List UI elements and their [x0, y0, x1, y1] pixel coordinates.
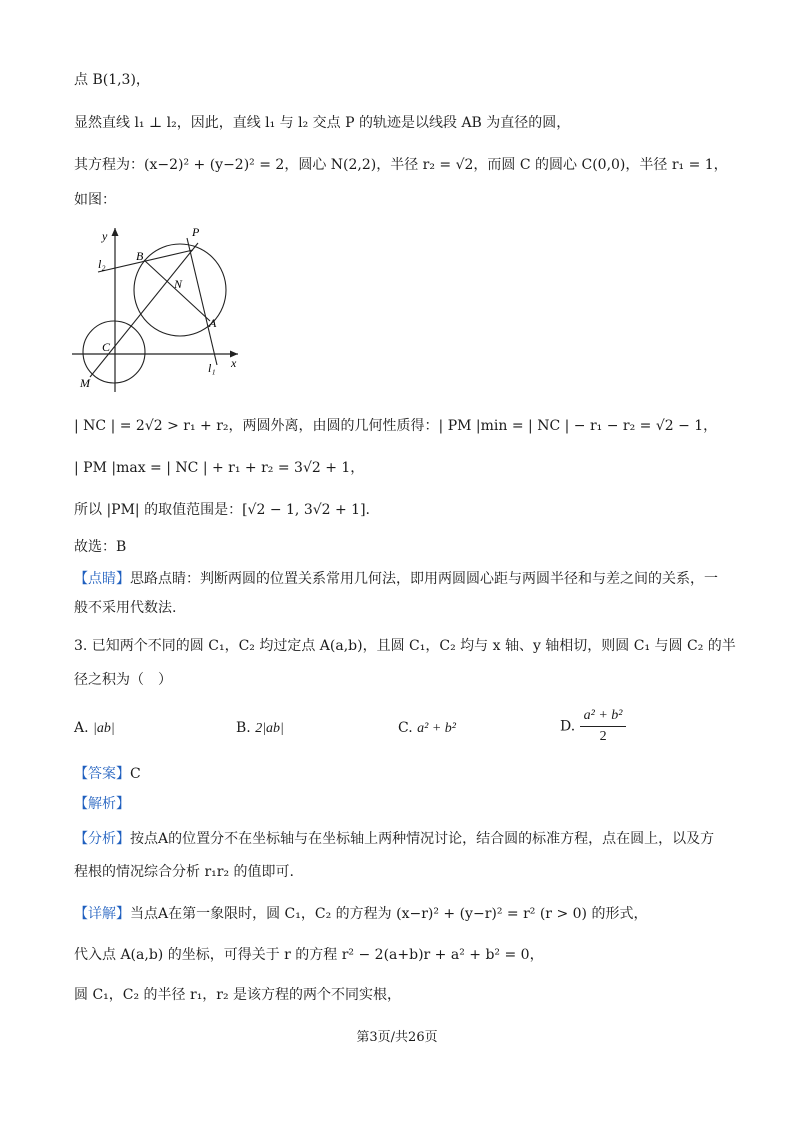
text-line-perpendicular: 显然直线 l₁ ⊥ l₂，因此，直线 l₁ 与 l₂ 交点 P 的轨迹是以线段 AB 为直径的圆，	[74, 115, 571, 131]
xiangjie-line3: 圆 C₁，C₂ 的半径 r₁，r₂ 是该方程的两个不同实根，	[74, 987, 402, 1003]
text-line-dianjing-cont: 般不采用代数法.	[74, 600, 177, 616]
option-a-text: |ab|	[93, 721, 115, 736]
label-l1: l₁	[208, 361, 216, 375]
xiangjie-text: 当点A在第一象限时，圆 C₁，C₂ 的方程为 (x−r)² + (y−r)² = r² (r > 0) 的形式，	[130, 906, 648, 922]
tag-jiexi: 【解析】	[74, 796, 130, 812]
fenxi-line-cont: 程根的情况综合分析 r₁r₂ 的值即可.	[74, 864, 294, 880]
tag-dianjing: 【点睛】	[74, 571, 130, 587]
option-c-label: C.	[398, 720, 413, 736]
option-d-denominator: 2	[599, 729, 607, 744]
text-line-choice: 故选：B	[74, 539, 127, 555]
label-m: M	[80, 376, 90, 390]
label-l2: l₂	[98, 257, 106, 271]
answer-value: C	[130, 766, 141, 782]
option-c-text: a² + b²	[417, 721, 456, 736]
question-3-line1: 3. 已知两个不同的圆 C₁，C₂ 均过定点 A(a,b)，且圆 C₁，C₂ 均与 x 轴、y 轴相切，则圆 C₁ 与圆 C₂ 的半	[74, 638, 736, 654]
dianjing-text: 思路点睛：判断两圆的位置关系常用几何法，即用两圆圆心距与两圆半径和与差之间的关系，一	[130, 571, 718, 587]
fenxi-line	[74, 829, 714, 849]
option-a	[74, 718, 115, 739]
option-d	[560, 706, 626, 747]
option-b-label: B.	[236, 720, 251, 736]
option-b-text: 2|ab|	[255, 721, 284, 736]
question-3-line2: 径之积为（ ）	[74, 672, 172, 688]
option-d-fraction	[580, 706, 627, 747]
text-line-pm-min: | NC | = 2√2 > r₁ + r₂，两圆外离，由圆的几何性质得：| PM |min = | NC | − r₁ − r₂ = √2 − 1，	[74, 418, 718, 434]
tag-fenxi: 【分析】	[74, 831, 130, 847]
xiangjie-line2: 代入点 A(a,b) 的坐标，可得关于 r 的方程 r² − 2(a+b)r + a² + b² = 0，	[74, 947, 544, 963]
label-b: B	[136, 249, 144, 263]
option-a-label: A.	[74, 720, 89, 736]
label-n: N	[174, 277, 183, 291]
text-line-figure-intro: 如图：	[74, 192, 116, 208]
option-b	[236, 718, 284, 739]
text-line-dianjing	[74, 569, 718, 589]
option-c	[398, 718, 456, 739]
x-axis-label: x	[231, 356, 237, 370]
label-a: A	[209, 316, 217, 330]
label-c: C	[102, 340, 111, 354]
page-number-footer: 第3页/共26页	[356, 1030, 438, 1045]
line-mp	[90, 243, 198, 377]
text-line-range: 所以 |PM| 的取值范围是：[√2 − 1, 3√2 + 1].	[74, 502, 371, 518]
fenxi-text: 按点A的位置分不在坐标轴与在坐标轴上两种情况讨论，结合圆的标准方程，点在圆上，以及方	[130, 831, 715, 847]
geometry-figure	[70, 222, 250, 397]
text-line-pm-max: | PM |max = | NC | + r₁ + r₂ = 3√2 + 1，	[74, 460, 365, 476]
tag-xiangjie: 【详解】	[74, 906, 130, 922]
y-axis-label: y	[102, 229, 108, 243]
text-line-circle-equation: 其方程为：(x−2)² + (y−2)² = 2，圆心 N(2,2)，半径 r₂ = √2，而圆 C 的圆心 C(0,0)，半径 r₁ = 1，	[74, 157, 728, 173]
jiexi-line	[74, 794, 130, 814]
xiangjie-line	[74, 904, 647, 924]
label-p: P	[192, 225, 200, 239]
option-d-label: D.	[560, 718, 576, 735]
y-axis-arrow	[112, 228, 119, 236]
answer-line	[74, 764, 141, 784]
option-d-numerator: a² + b²	[580, 706, 627, 727]
tag-answer: 【答案】	[74, 766, 130, 782]
text-line-point-b: 点 B(1,3)，	[74, 72, 150, 88]
